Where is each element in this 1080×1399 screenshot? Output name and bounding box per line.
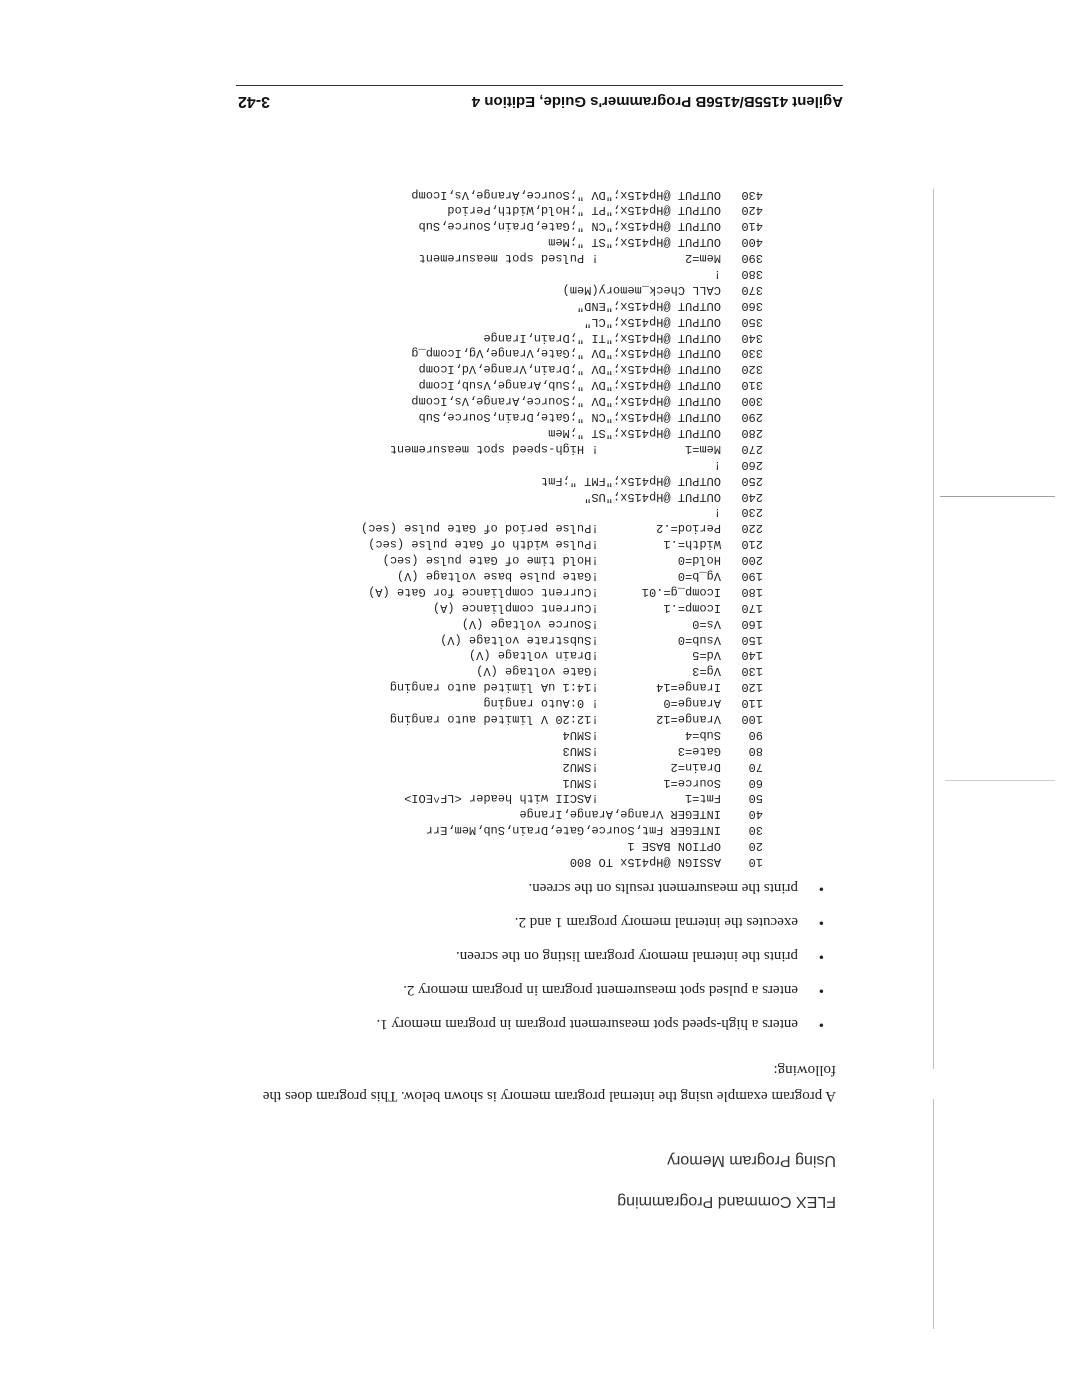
header-title: Agilent 4155B/4156B Programmer's Guide, Edition 4 [471,93,843,110]
code-line [303,186,763,202]
line-number: 250 [741,473,763,488]
line-number: 340 [741,330,763,345]
line-number: 280 [741,425,763,440]
code-line [303,694,763,710]
code-line [303,519,763,535]
code-line [303,265,763,281]
section-title: Using Program Memory [667,1152,836,1169]
page-header [236,85,843,110]
code-line [303,631,763,647]
line-number: 10 [748,855,763,869]
line-number: 310 [741,378,763,393]
line-number: 320 [741,362,763,377]
code-line [303,456,763,472]
code-text: ASSIGN @Hp415x TO 800 [569,855,721,869]
line-number: 130 [741,664,763,679]
code-text: Fmt=1 !ASCII with header <LF^EOI> [404,791,721,806]
code-text: OUTPUT @Hp415x;"CN ";Gate,Drain,Source,Sub [418,219,721,234]
line-number: 110 [741,696,763,711]
line-number: 160 [741,616,763,631]
code-text: Width=.1 !Pulse width of Gate pulse (sec) [368,537,721,552]
line-number: 30 [748,823,763,838]
line-number: 430 [741,187,763,202]
line-number: 140 [741,648,763,663]
code-line [303,615,763,631]
code-text: Mem=1 ! High-speed spot measurement [389,441,721,456]
code-line [303,551,763,567]
code-line [303,329,763,345]
code-line [303,281,763,297]
line-number: 170 [741,600,763,615]
line-number: 20 [748,839,763,854]
bullet-item: • enters a pulsed spot measurement program in program memory 2. [236,966,836,1000]
code-text: Gate=3 !SMU3 [562,743,721,758]
code-line [303,249,763,265]
scan-left-margin-line-2 [933,189,934,1069]
code-text: OUTPUT @Hp415x;"FMT ";Fmt [540,473,721,488]
code-line [303,662,763,678]
code-line [303,345,763,361]
bullet-item: • enters a high-speed spot measurement program in program memory 1. [236,1000,836,1034]
line-number: 380 [741,267,763,282]
page-number: 3-42 [238,93,271,110]
code-line [303,805,763,821]
line-number: 410 [741,219,763,234]
code-line [303,440,763,456]
code-line [303,361,763,377]
line-number: 180 [741,584,763,599]
code-line [303,313,763,329]
line-number: 80 [748,743,763,758]
code-line [303,837,763,853]
code-text: OUTPUT @Hp415x;"CL" [584,314,721,329]
code-text: OUTPUT @Hp415x;"TI ";Drain,Irange [483,330,721,345]
code-text: Period=.2 !Pulse period of Gate pulse (sec) [360,521,721,536]
code-text: Irange=14 !14:1 uA limited auto ranging [389,680,721,695]
code-text: OUTPUT @Hp415x;"PT ";Hold,Width,Period [447,203,721,218]
code-text: OPTION BASE 1 [627,839,721,854]
code-text: Arange=0 ! 0:Auto ranging [483,696,721,711]
code-text: INTEGER Vrange,Arange,Irange [519,807,721,822]
code-text: Icomp=.1 !Current compliance (A) [432,600,721,615]
code-line [303,790,763,806]
code-line [303,233,763,249]
scan-dash-mark [940,496,1055,497]
code-line [303,376,763,392]
line-number: 390 [741,251,763,266]
code-text: Drain=2 !SMU2 [562,759,721,774]
code-line [303,599,763,615]
line-number: 230 [741,505,763,520]
code-line [303,202,763,218]
code-text: Vsub=0 !Substrate voltage (V) [440,632,721,647]
code-text: Mem=2 ! Pulsed spot measurement [418,251,721,266]
line-number: 50 [748,791,763,806]
code-text: OUTPUT @Hp415x;"DV ";Drain,Vrange,Vd,Icomp [418,362,721,377]
code-line [303,535,763,551]
code-line [303,217,763,233]
code-text: OUTPUT @Hp415x;"US" [584,489,721,504]
code-line [303,297,763,313]
code-text: INTEGER Fmt,Source,Gate,Drain,Sub,Mem,Err [425,823,721,838]
code-text: Icomp_g=.01 !Current compliance for Gate (A) [368,584,721,599]
code-line [303,392,763,408]
code-text: ! [713,267,721,282]
code-line [303,758,763,774]
line-number: 240 [741,489,763,504]
line-number: 60 [748,775,763,790]
code-line [303,647,763,663]
line-number: 70 [748,759,763,774]
line-number: 300 [741,394,763,409]
code-text: OUTPUT @Hp415x;"DV ";Gate,Vrange,Vg,Icomp_g [411,346,721,361]
scan-left-margin-line [933,1099,934,1329]
code-listing [303,186,763,869]
line-number: 420 [741,203,763,218]
code-line [303,821,763,837]
code-text: OUTPUT @Hp415x;"DV ";Source,Arange,Vs,Icomp [411,394,721,409]
line-number: 330 [741,346,763,361]
code-text: Source=1 !SMU1 [562,775,721,790]
code-line [303,408,763,424]
scan-dotted-mark [945,780,1055,781]
code-text: Vg=3 !Gate voltage (V) [476,664,721,679]
line-number: 370 [741,282,763,297]
bullet-item: • prints the measurement results on the screen. [236,864,836,898]
bullet-item: • executes the internal memory program 1 and 2. [236,898,836,932]
line-number: 270 [741,441,763,456]
code-line [303,678,763,694]
code-text: Hold=0 !Hold time of Gate pulse (sec) [382,553,721,568]
code-line [303,710,763,726]
code-line [303,472,763,488]
line-number: 150 [741,632,763,647]
code-text: OUTPUT @Hp415x;"DV ";Sub,Arange,Vsub,Icomp [418,378,721,393]
line-number: 260 [741,457,763,472]
line-number: 350 [741,314,763,329]
code-text: OUTPUT @Hp415x;"CN ";Gate,Drain,Source,Sub [418,410,721,425]
code-text: Vg_b=0 !Gate pulse base voltage (V) [396,568,721,583]
code-line [303,567,763,583]
code-line [303,774,763,790]
line-number: 90 [748,727,763,742]
code-line [303,504,763,520]
code-text: OUTPUT @Hp415x;"ST ";Mem [548,425,721,440]
code-text: OUTPUT @Hp415x;"ST ";Mem [548,235,721,250]
intro-paragraph: A program example using the internal program memory is shown below. This program does the following: [262,1062,836,1104]
code-line [303,424,763,440]
code-text: Sub=4 !SMU4 [562,727,721,742]
line-number: 210 [741,537,763,552]
code-text: OUTPUT @Hp415x;"END" [576,298,721,313]
line-number: 100 [741,711,763,726]
code-text: OUTPUT @Hp415x;"DV ";Source,Arange,Vs,Icomp [411,187,721,202]
code-text: CALL Check_memory(Mem) [562,282,721,297]
code-text: Vd=5 !Drain voltage (V) [468,648,721,663]
code-line [303,726,763,742]
code-text: ! [713,505,721,520]
code-line [303,583,763,599]
code-line [303,488,763,504]
code-text: Vrange=12 !12:20 V limited auto ranging [389,711,721,726]
line-number: 360 [741,298,763,313]
bullet-item: • prints the internal memory program listing on the screen. [236,932,836,966]
line-number: 400 [741,235,763,250]
line-number: 220 [741,521,763,536]
line-number: 120 [741,680,763,695]
code-text: ! [713,457,721,472]
bullet-list [236,864,836,1034]
code-text: Vs=0 !Source voltage (V) [461,616,721,631]
line-number: 290 [741,410,763,425]
line-number: 200 [741,553,763,568]
line-number: 40 [748,807,763,822]
line-number: 190 [741,568,763,583]
code-line [303,742,763,758]
chapter-title: FLEX Command Programming [617,1193,836,1210]
